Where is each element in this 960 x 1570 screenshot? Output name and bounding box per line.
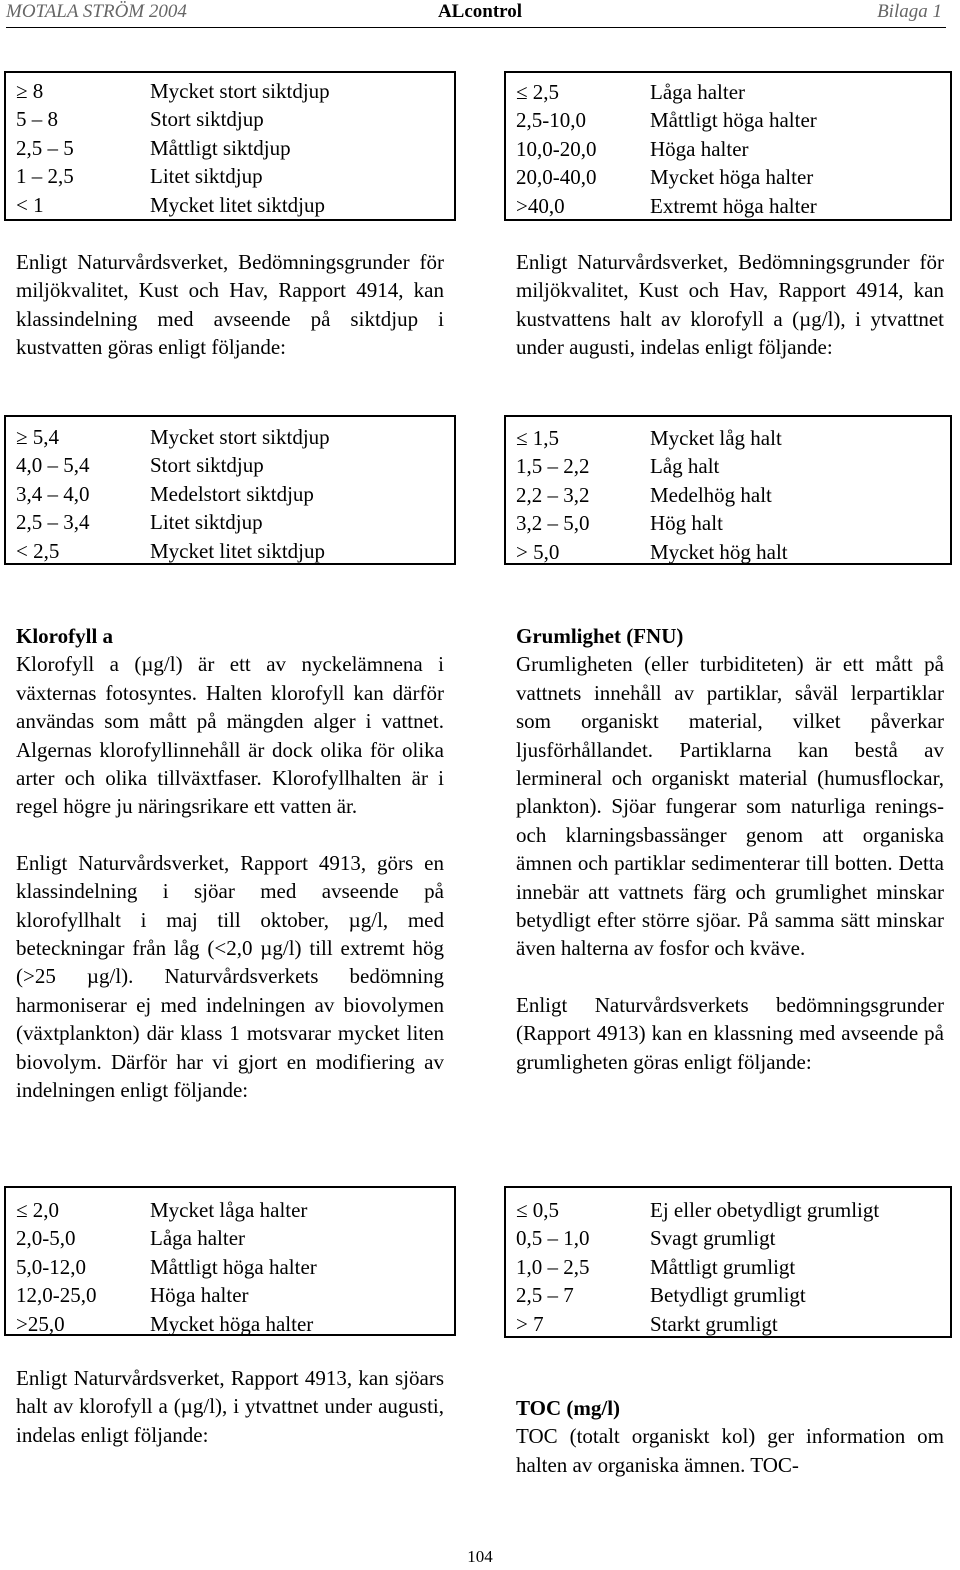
class-range: < 2,5 xyxy=(16,538,60,563)
comparison-symbol: ≤ xyxy=(516,80,533,104)
class-range: 2,5-10,0 xyxy=(516,108,586,133)
class-range: 10,0-20,0 xyxy=(516,136,597,161)
table-row xyxy=(6,537,454,565)
table-row xyxy=(6,134,454,162)
class-range: 5 – 8 xyxy=(16,107,58,132)
header-center: ALcontrol xyxy=(437,1,523,22)
table-row xyxy=(506,163,950,191)
class-label: Måttligt höga halter xyxy=(150,1254,317,1279)
grumlighet-section xyxy=(516,622,944,1076)
kust-klorofyll-table-1 xyxy=(504,71,952,221)
table-row xyxy=(506,1224,950,1252)
comparison-symbol: ≥ xyxy=(16,79,33,103)
class-range: 1,0 – 2,5 xyxy=(516,1254,590,1279)
class-range: ≤ 1,5 xyxy=(516,426,560,450)
class-label: Mycket höga halter xyxy=(150,1311,314,1336)
grumlighet-table xyxy=(504,1186,952,1338)
class-label: Extremt höga halter xyxy=(650,193,817,218)
class-range: 2,5 – 7 xyxy=(516,1283,574,1308)
toc-paragraph: TOC (totalt organiskt kol) ger information om halten av organiska ämnen. TOC- xyxy=(516,1424,944,1477)
klorofyll-paragraph-3-block xyxy=(16,1364,444,1449)
klorofyll-heading: Klorofyll a xyxy=(16,624,114,648)
class-label: Låga halter xyxy=(150,1226,246,1251)
class-range: > 5,0 xyxy=(516,539,560,564)
table-row xyxy=(6,508,454,536)
comparison-symbol: ≤ xyxy=(516,1198,533,1222)
table-row xyxy=(6,423,454,451)
class-range: ≥ 8 xyxy=(16,79,44,103)
siktdjup-table-1 xyxy=(4,71,456,221)
class-label: Svagt grumligt xyxy=(650,1226,776,1251)
klorofyll-paragraph-3: Enligt Naturvårdsverket, Rapport 4913, kan sjöars halt av klorofyll a (µg/l), i ytvattnet under augusti, indelas enligt följande: xyxy=(16,1366,444,1447)
class-label: Mycket stort siktdjup xyxy=(150,79,330,103)
class-label: Mycket litet siktdjup xyxy=(150,538,325,563)
header-left: MOTALA STRÖM 2004 xyxy=(6,1,187,22)
class-label: Ej eller obetydligt grumligt xyxy=(650,1198,880,1222)
header-rule xyxy=(6,27,946,28)
table-row xyxy=(506,135,950,163)
class-label: Litet siktdjup xyxy=(150,164,263,189)
class-range: 12,0-25,0 xyxy=(16,1283,97,1308)
table-row xyxy=(506,452,950,480)
table-row xyxy=(506,538,950,566)
table-row xyxy=(506,1281,950,1309)
class-range: 4,0 – 5,4 xyxy=(16,453,90,478)
class-label: Stort siktdjup xyxy=(150,453,264,478)
grumlighet-paragraph-1: Grumligheten (eller turbiditeten) är ett mått på vattnets innehåll av partiklar, såväl lerpartiklar som organiskt material, vilket påverkar ljusförhållandet. Partiklarna kan bestå av lermineral och organiskt material (humusflockar, plankton). Sjöar fungerar som naturliga renings- och klarningsbassänger genom att organiska ämnen och partiklar sedimenterar till botten. Detta innebär att vattnets färg och grumlighet minskar betydligt efter större sjöar. På samma sätt minskar även halterna av fosfor och kväve. xyxy=(516,652,944,961)
kust-klorofyll-text: Enligt Naturvårdsverket, Bedömningsgrunder för miljökvalitet, Kust och Hav, Rapport 4914, kan kustvattens halt av klorofyll a (µg/l), i ytvattnet under augusti, indelas enligt följande: xyxy=(516,250,944,360)
page-number: 104 xyxy=(467,1547,493,1566)
table-row xyxy=(506,106,950,134)
class-label: Höga halter xyxy=(150,1283,249,1308)
class-label: Mycket hög halt xyxy=(650,539,788,564)
class-range: < 1 xyxy=(16,192,44,217)
comparison-symbol: ≥ xyxy=(16,425,33,449)
class-label: Höga halter xyxy=(650,136,749,161)
table-row xyxy=(506,192,950,220)
class-range: 2,2 – 3,2 xyxy=(516,482,590,507)
class-range: 20,0-40,0 xyxy=(516,165,597,190)
class-label: Mycket höga halter xyxy=(650,165,814,190)
siktdjup-text: Enligt Naturvårdsverket, Bedömningsgrunder för miljökvalitet, Kust och Hav, Rapport 4914, kan klassindelning med avseende på siktdjup i kustvatten göras enligt följande: xyxy=(16,250,444,360)
class-range: 5,0-12,0 xyxy=(16,1254,86,1279)
class-label: Låga halter xyxy=(650,80,746,104)
table-row xyxy=(6,1281,454,1309)
class-label: Måttligt höga halter xyxy=(650,108,817,133)
class-label: Måttligt grumligt xyxy=(650,1254,796,1279)
kust-klorofyll-table-2 xyxy=(504,415,952,565)
klorofyll-paragraph-1: Klorofyll a (µg/l) är ett av nyckelämnena i växternas fotosyntes. Halten klorofyll kan därför användas som mått på mängden alger i vattnet. Algernas klorofyllinnehåll är dock olika för olika arter och olika tillväxtfaser. Klorofyllhalten är i regel högre ju näringsrikare ett vatten är. xyxy=(16,652,444,819)
table-row xyxy=(6,451,454,479)
table-row xyxy=(6,77,454,105)
class-range: 2,0-5,0 xyxy=(16,1226,76,1251)
class-range: ≤ 2,5 xyxy=(516,80,560,104)
table-row xyxy=(6,1310,454,1338)
class-range: >40,0 xyxy=(516,193,565,218)
class-label: Litet siktdjup xyxy=(150,510,263,535)
table-row xyxy=(6,480,454,508)
class-label: Mycket stort siktdjup xyxy=(150,425,330,449)
class-label: Måttligt siktdjup xyxy=(150,135,291,160)
table-row xyxy=(6,1253,454,1281)
class-range: 2,5 – 5 xyxy=(16,135,74,160)
toc-section xyxy=(516,1394,944,1479)
table-row xyxy=(506,1253,950,1281)
class-range: ≥ 5,4 xyxy=(16,425,60,449)
class-range: 0,5 – 1,0 xyxy=(516,1226,590,1251)
class-range: 3,4 – 4,0 xyxy=(16,481,90,506)
table-row xyxy=(506,78,950,106)
class-label: Starkt grumligt xyxy=(650,1311,778,1336)
klorofyll-table xyxy=(4,1186,456,1336)
class-label: Betydligt grumligt xyxy=(650,1283,806,1308)
class-range: ≤ 0,5 xyxy=(516,1198,560,1222)
header-right: Bilaga 1 xyxy=(877,1,942,22)
toc-heading: TOC (mg/l) xyxy=(516,1396,621,1420)
klorofyll-paragraph-2: Enligt Naturvårdsverket, Rapport 4913, görs en klassindelning i sjöar med avseende på klorofyllhalt i maj till oktober, µg/l, med beteckningar från låg (<2,0 µg/l) till extremt hög (>25 µg/l). Naturvårdsverkets bedömning harmoniserar ej med indelningen av biovolymen (växtplankton) där klass 1 motsvarar mycket liten biovolym. Därför har vi gjort en modifiering av indelningen enligt följande: xyxy=(16,850,444,1103)
table-row xyxy=(506,1310,950,1338)
siktdjup-table-2 xyxy=(4,415,456,565)
table-row xyxy=(6,191,454,219)
table-row xyxy=(6,1196,454,1224)
comparison-symbol: ≤ xyxy=(516,426,533,450)
klorofyll-section xyxy=(16,622,444,1105)
class-label: Hög halt xyxy=(650,511,723,536)
class-label: Mycket litet siktdjup xyxy=(150,192,325,217)
table-row xyxy=(6,162,454,190)
comparison-symbol: ≤ xyxy=(16,1198,33,1222)
class-range: 1 – 2,5 xyxy=(16,164,74,189)
class-label: Mycket låga halter xyxy=(150,1198,308,1222)
grumlighet-heading: Grumlighet (FNU) xyxy=(516,624,684,648)
table-row xyxy=(506,509,950,537)
table-row xyxy=(506,481,950,509)
class-label: Mycket låg halt xyxy=(650,426,782,450)
class-label: Låg halt xyxy=(650,454,720,479)
table-row xyxy=(6,105,454,133)
class-range: ≤ 2,0 xyxy=(16,1198,60,1222)
class-range: 3,2 – 5,0 xyxy=(516,511,590,536)
table-row xyxy=(506,424,950,452)
table-row xyxy=(6,1224,454,1252)
class-range: 1,5 – 2,2 xyxy=(516,454,590,479)
page-header xyxy=(0,0,960,26)
grumlighet-paragraph-2: Enligt Naturvårdsverkets bedömningsgrunder (Rapport 4913) kan en klassning med avseende på grumligheten göras enligt följande: xyxy=(516,992,944,1074)
class-range: 2,5 – 3,4 xyxy=(16,510,90,535)
table-row xyxy=(506,1196,950,1224)
class-label: Medelhög halt xyxy=(650,482,772,507)
class-range: >25,0 xyxy=(16,1311,65,1336)
class-range: > 7 xyxy=(516,1311,544,1336)
class-label: Stort siktdjup xyxy=(150,107,264,132)
class-label: Medelstort siktdjup xyxy=(150,481,314,506)
